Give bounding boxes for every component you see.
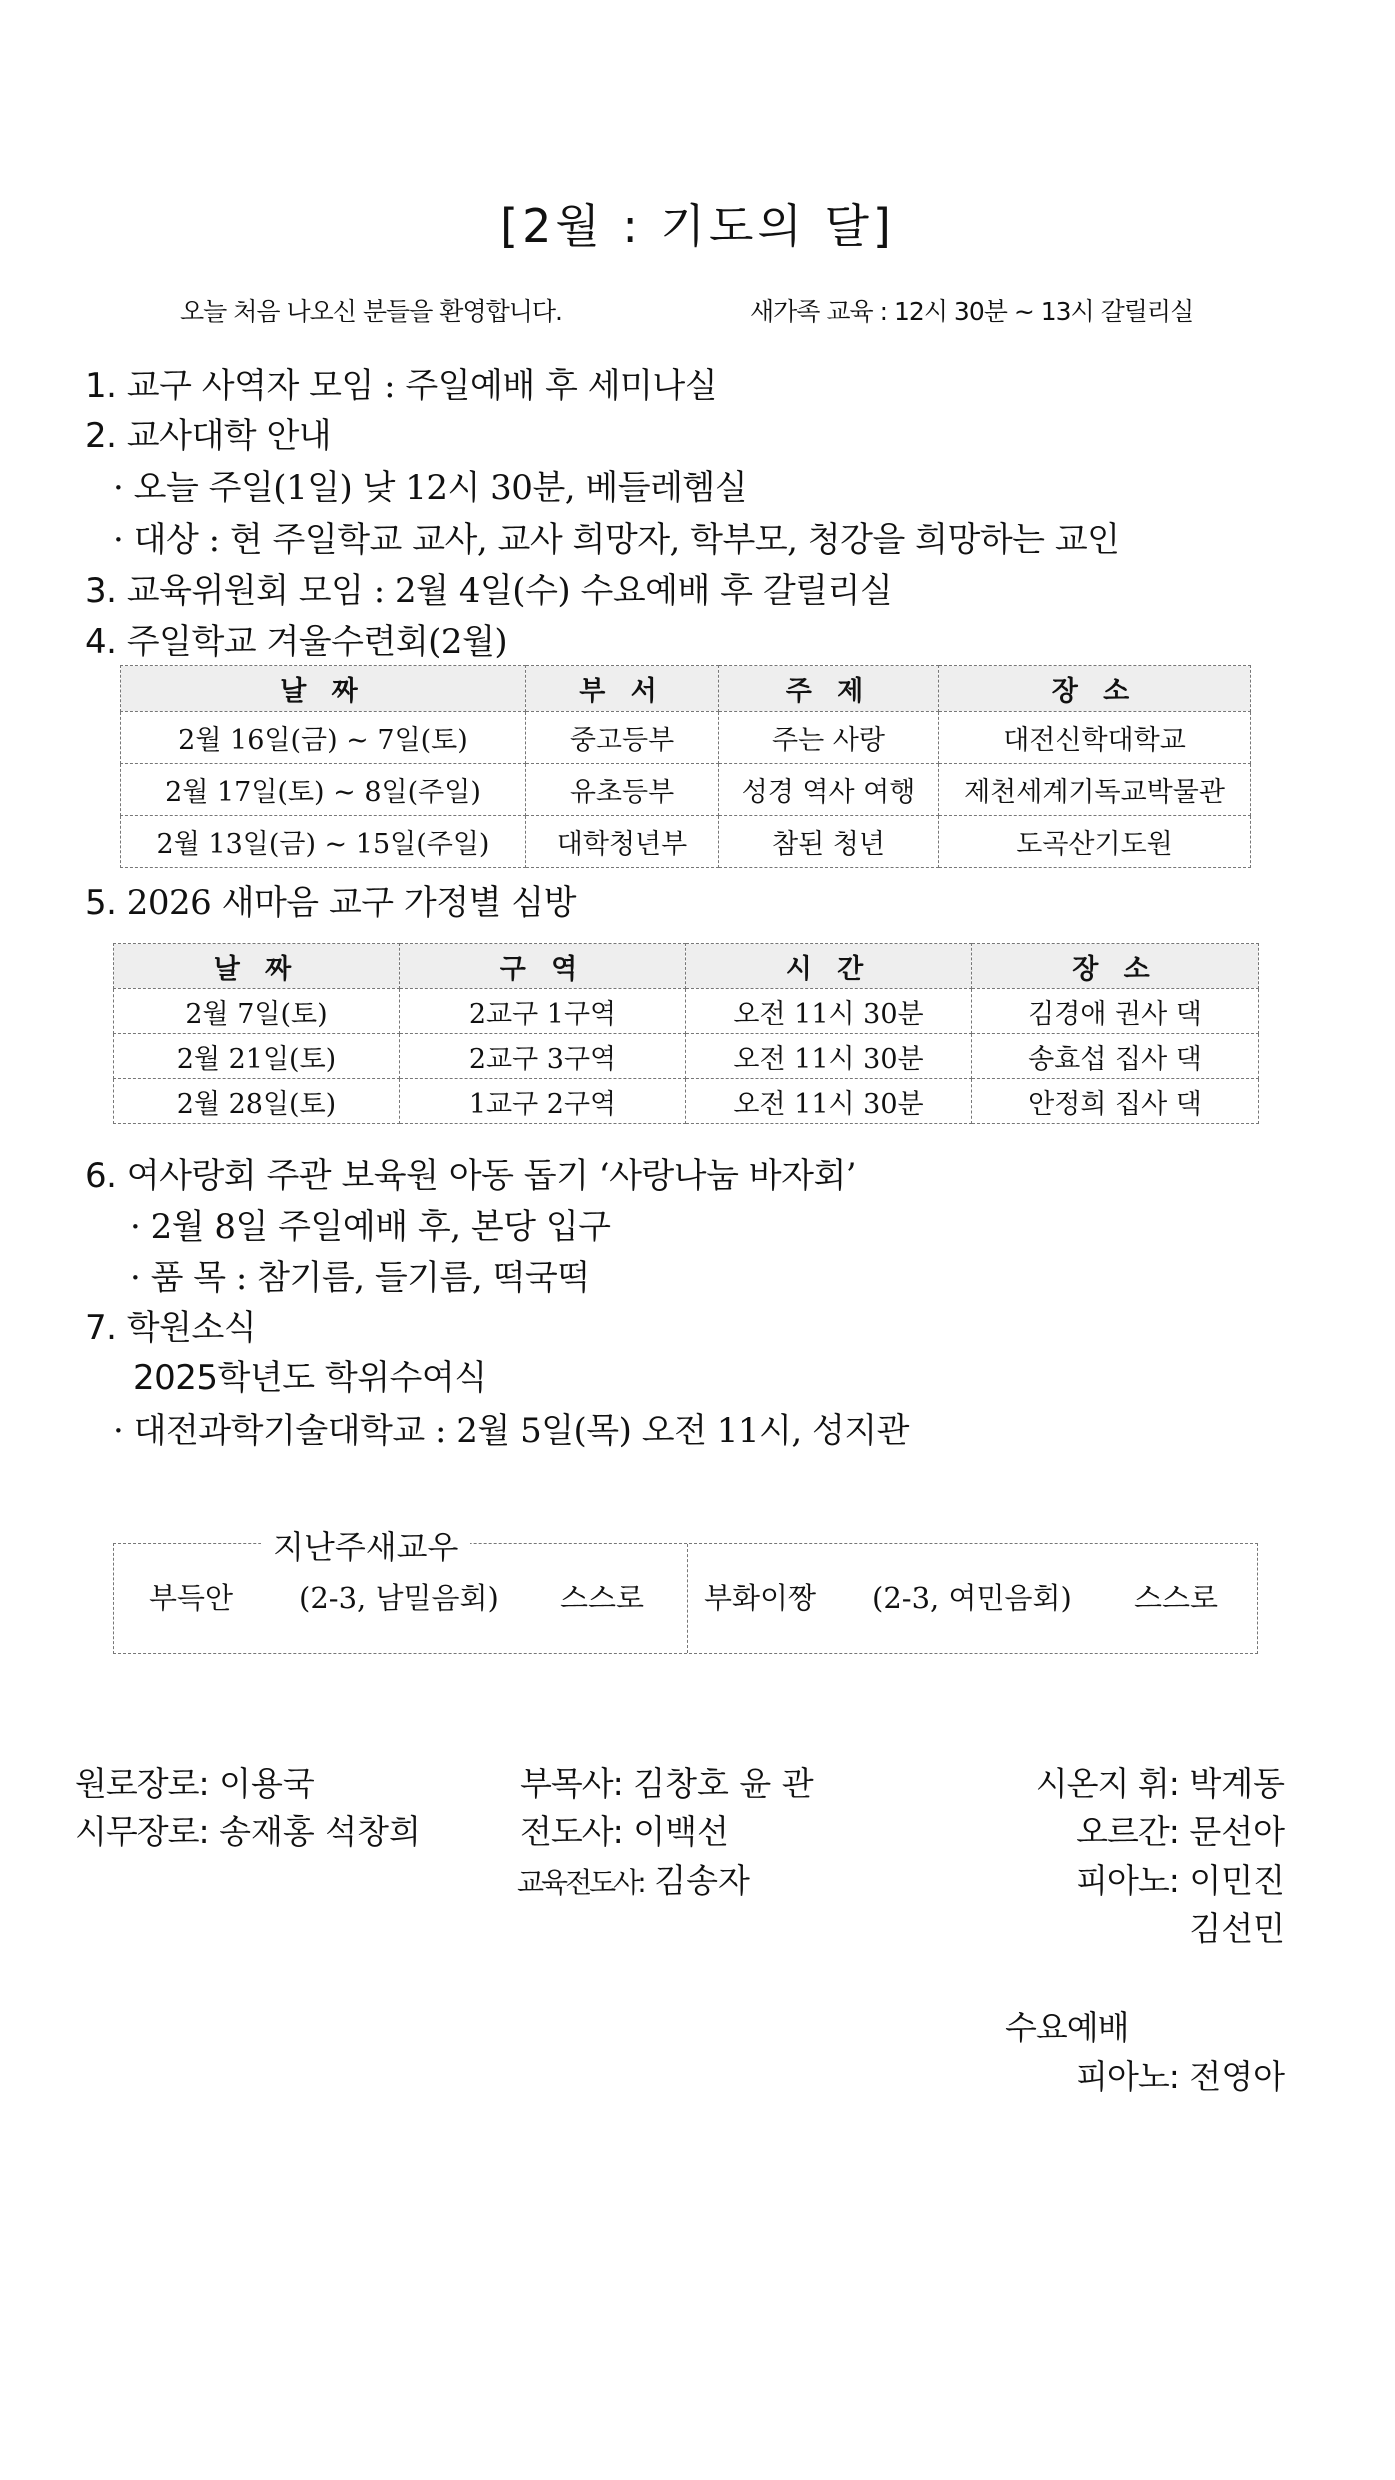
- table-cell: 오전 11시 30분: [686, 989, 972, 1034]
- notice-2: 2. 교사대학 안내: [85, 416, 332, 456]
- notice-2-detail-2: · 대상 : 현 주일학교 교사, 교사 희망자, 학부모, 청강을 희망하는 교인: [113, 520, 1120, 560]
- staff-elders: 시무장로: 송재홍 석창희: [75, 1812, 421, 1851]
- table-cell: 2월 13일(금) ~ 15일(주일): [121, 816, 526, 868]
- table-row: [121, 764, 1251, 816]
- notice-4: 4. 주일학교 겨울수련회(2월): [85, 622, 508, 662]
- new-member-name: 부득안: [149, 1581, 234, 1615]
- staff-evangelist: 전도사: 이백선: [520, 1812, 729, 1851]
- header-department: 부 서: [526, 666, 719, 712]
- table-cell: 2교구 3구역: [400, 1034, 686, 1079]
- new-family-education: 새가족 교육 : 12시 30분 ~ 13시 갈릴리실: [750, 297, 1194, 326]
- header-place: 장 소: [972, 944, 1259, 989]
- new-member-how: 스스로: [1134, 1581, 1219, 1615]
- table-cell: 2월 21일(토): [114, 1034, 400, 1079]
- notice-3: 3. 교육위원회 모임 : 2월 4일(수) 수요예배 후 갈릴리실: [85, 571, 893, 611]
- notice-2-detail-1: · 오늘 주일(1일) 낮 12시 30분, 베들레헴실: [113, 468, 748, 508]
- table-cell: 도곡산기도원: [939, 816, 1251, 868]
- table-row: [114, 989, 1259, 1034]
- notice-7-detail-1: 2025학년도 학위수여식: [133, 1358, 487, 1398]
- table-cell: 오전 11시 30분: [686, 1079, 972, 1124]
- table-cell: 유초등부: [526, 764, 719, 816]
- staff-organ: 오르간: 문선아: [1076, 1812, 1285, 1851]
- notice-6-detail-2: · 품 목 : 참기름, 들기름, 떡국떡: [130, 1258, 590, 1298]
- staff-piano: 피아노: 이민진: [1076, 1861, 1285, 1900]
- notice-7: 7. 학원소식: [85, 1308, 257, 1348]
- table-cell: 김경애 권사 댁: [972, 989, 1259, 1034]
- staff-associate-pastor: 부목사: 김창호 윤 관: [520, 1764, 814, 1803]
- new-members-title: 지난주새교우: [261, 1522, 470, 1568]
- table-row: [114, 1079, 1259, 1124]
- header-theme: 주 제: [719, 666, 939, 712]
- header-district: 구 역: [400, 944, 686, 989]
- table-header-row: [114, 944, 1259, 989]
- welcome-text: 오늘 처음 나오신 분들을 환영합니다.: [180, 297, 562, 326]
- retreat-table: [120, 665, 1251, 868]
- header-time: 시 간: [686, 944, 972, 989]
- wednesday-piano: 피아노: 전영아: [1076, 2057, 1285, 2096]
- table-cell: 성경 역사 여행: [719, 764, 939, 816]
- staff-piano-2: 김선민: [1189, 1909, 1285, 1948]
- box-divider: [687, 1544, 688, 1653]
- table-cell: 2월 17일(토) ~ 8일(주일): [121, 764, 526, 816]
- notice-6-detail-1: · 2월 8일 주일예배 후, 본당 입구: [130, 1207, 611, 1247]
- table-row: [114, 1034, 1259, 1079]
- table-row: [121, 712, 1251, 764]
- new-member-group: (2-3, 남밀음회): [299, 1581, 499, 1615]
- notice-1: 1. 교구 사역자 모임 : 주일예배 후 세미나실: [85, 366, 718, 406]
- table-cell: 2월 7일(토): [114, 989, 400, 1034]
- wednesday-service-title: 수요예배: [1005, 2008, 1129, 2047]
- staff-elder-emeritus: 원로장로: 이용국: [75, 1764, 315, 1803]
- staff-choir-conductor: 시온지 휘: 박계동: [1035, 1764, 1285, 1803]
- table-cell: 대학청년부: [526, 816, 719, 868]
- table-cell: 대전신학대학교: [939, 712, 1251, 764]
- new-member-group: (2-3, 여민음회): [872, 1581, 1072, 1615]
- notice-5: 5. 2026 새마음 교구 가정별 심방: [85, 883, 576, 923]
- notice-6: 6. 여사랑회 주관 보육원 아동 돕기 ‘사랑나눔 바자회’: [85, 1156, 857, 1196]
- header-place: 장 소: [939, 666, 1251, 712]
- notice-7-detail-2: · 대전과학기술대학교 : 2월 5일(목) 오전 11시, 성지관: [113, 1411, 909, 1451]
- table-cell: 2월 28일(토): [114, 1079, 400, 1124]
- table-cell: 2교구 1구역: [400, 989, 686, 1034]
- table-cell: 1교구 2구역: [400, 1079, 686, 1124]
- table-cell: 송효섭 집사 댁: [972, 1034, 1259, 1079]
- table-cell: 제천세계기독교박물관: [939, 764, 1251, 816]
- table-cell: 2월 16일(금) ~ 7일(토): [121, 712, 526, 764]
- table-row: [121, 816, 1251, 868]
- header-date: 날 짜: [114, 944, 400, 989]
- new-members-box: [113, 1528, 1258, 1654]
- table-cell: 안정희 집사 댁: [972, 1079, 1259, 1124]
- table-cell: 중고등부: [526, 712, 719, 764]
- visit-table: [113, 943, 1259, 1124]
- table-cell: 주는 사랑: [719, 712, 939, 764]
- staff-education-evangelist: 교육전도사: 김송자: [517, 1861, 750, 1900]
- new-member-name: 부화이짱: [704, 1581, 817, 1615]
- page-title: [2월 : 기도의 달]: [500, 199, 895, 253]
- table-header-row: [121, 666, 1251, 712]
- table-cell: 참된 청년: [719, 816, 939, 868]
- new-member-how: 스스로: [560, 1581, 645, 1615]
- header-date: 날 짜: [121, 666, 526, 712]
- table-cell: 오전 11시 30분: [686, 1034, 972, 1079]
